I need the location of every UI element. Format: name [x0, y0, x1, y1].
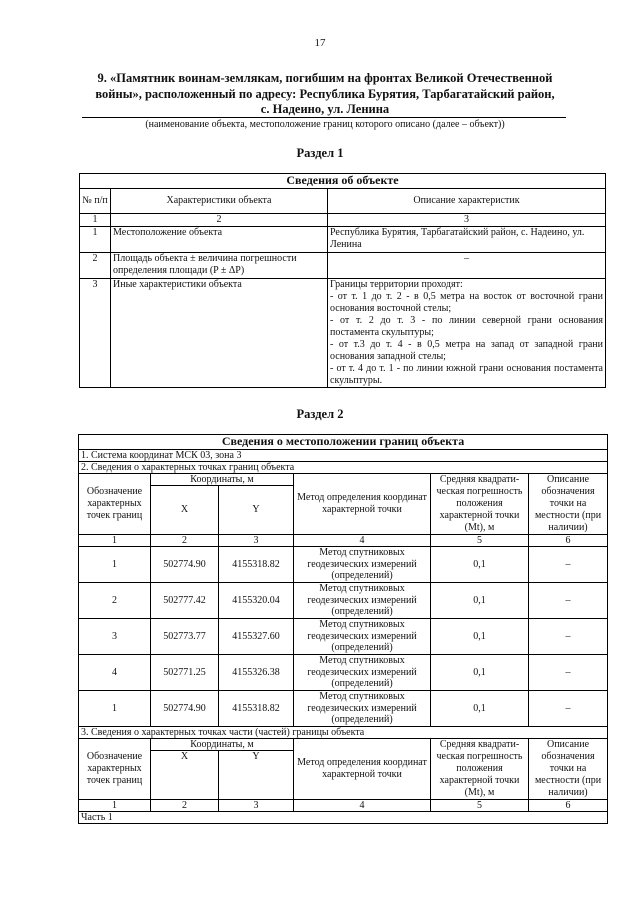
- point-error: 0,1: [431, 547, 529, 583]
- col-number-1: 1: [79, 535, 151, 547]
- col-number-3: 3: [328, 214, 606, 227]
- header-y: Y: [219, 486, 294, 535]
- object-title: [82, 71, 568, 118]
- header-coordinates: Координаты, м: [151, 739, 294, 751]
- point-y: 4155327.60: [219, 619, 294, 655]
- boundary-location-table: [78, 434, 608, 824]
- row-description: Республика Бурятия, Тарбагатайский район, с. Надеино, ул. Ленина: [328, 227, 606, 253]
- header-y: Y: [219, 751, 294, 800]
- row-number: 3: [80, 279, 111, 388]
- points-subheading: 2. Сведения о характерных точках границ объекта: [79, 462, 608, 474]
- point-x: 502774.90: [151, 691, 219, 727]
- desc-line: - от т. 4 до т. 1 - по линии южной грани основания постамента скульптуры.: [330, 363, 603, 386]
- col-number-3: 3: [219, 535, 294, 547]
- col-number-5: 5: [431, 535, 529, 547]
- section1-heading: Раздел 1: [296, 146, 344, 160]
- table-row: [79, 547, 608, 583]
- point-x: 502774.90: [151, 547, 219, 583]
- title-line-3: с. Надеино, ул. Ленина: [260, 102, 390, 116]
- point-method: Метод спутниковых геодезических измерений (определений): [294, 547, 431, 583]
- col-number-6: 6: [529, 535, 608, 547]
- row-characteristic: Иные характеристики объекта: [111, 279, 328, 388]
- point-error: 0,1: [431, 619, 529, 655]
- section1-caption: Сведения об объекте: [80, 174, 606, 189]
- object-info-table: [79, 173, 606, 388]
- point-description: –: [529, 691, 608, 727]
- header-coordinates: Координаты, м: [151, 474, 294, 486]
- desc-line: Границы территории проходят:: [330, 279, 463, 290]
- section2-caption: Сведения о местоположении границ объекта: [79, 435, 608, 450]
- row-description: [328, 279, 606, 388]
- point-x: 502773.77: [151, 619, 219, 655]
- page-number: 17: [314, 37, 326, 49]
- title-line-2: войны», расположенный по адресу: Республика Бурятия, Тарбагатайский район,: [95, 86, 555, 101]
- title-line-1: 9. «Памятник воинам-землякам, погибшим на фронтах Великой Отечественной: [97, 71, 553, 85]
- header-error: Средняя квадрати-ческая погрешность положения характерной точки (Mt), м: [431, 474, 529, 535]
- desc-line: - от т. 2 до т. 3 - по линии северной грани основания постамента скульптуры;: [330, 315, 603, 338]
- col-number-1: 1: [79, 800, 151, 812]
- desc-line: - от т. 1 до т. 2 - в 0,5 метра на восток от восточной грани основания восточной стелы;: [330, 291, 603, 314]
- desc-line: - от т.3 до т. 4 - в 0,5 метра на запад от западной грани основания западной стелы;: [330, 339, 603, 362]
- row-number: 1: [80, 227, 111, 253]
- point-id: 2: [79, 583, 151, 619]
- point-method: Метод спутниковых геодезических измерений (определений): [294, 619, 431, 655]
- point-y: 4155320.04: [219, 583, 294, 619]
- point-description: –: [529, 655, 608, 691]
- point-y: 4155318.82: [219, 691, 294, 727]
- coordinate-system: 1. Система координат МСК 03, зона 3: [79, 450, 608, 462]
- header-x: X: [151, 486, 219, 535]
- point-method: Метод спутниковых геодезических измерений (определений): [294, 691, 431, 727]
- header-point-description: Описание обозначения точки на местности (при наличии): [529, 474, 608, 535]
- col-number-2: 2: [151, 535, 219, 547]
- section2-heading: Раздел 2: [296, 407, 344, 421]
- col-number-2: 2: [151, 800, 219, 812]
- col-number-6: 6: [529, 800, 608, 812]
- col-number-1: 1: [80, 214, 111, 227]
- point-error: 0,1: [431, 691, 529, 727]
- point-id: 4: [79, 655, 151, 691]
- header-designation: Обозначение характерных точек границ: [79, 739, 151, 800]
- row-description: –: [328, 253, 606, 279]
- row-characteristic: Местоположение объекта: [111, 227, 328, 253]
- title-note: (наименование объекта, местоположение границ которого описано (далее – объект)): [145, 119, 505, 130]
- col-number-2: 2: [111, 214, 328, 227]
- point-y: 4155326.38: [219, 655, 294, 691]
- table-row: [79, 691, 608, 727]
- header-error: Средняя квадрати-ческая погрешность положения характерной точки (Mt), м: [431, 739, 529, 800]
- table-row: [79, 619, 608, 655]
- point-error: 0,1: [431, 583, 529, 619]
- col-number-4: 4: [294, 535, 431, 547]
- parts-subheading: 3. Сведения о характерных точках части (частей) границы объекта: [79, 727, 608, 739]
- row-number: 2: [80, 253, 111, 279]
- point-method: Метод спутниковых геодезических измерений (определений): [294, 655, 431, 691]
- header-designation: Обозначение характерных точек границ: [79, 474, 151, 535]
- row-characteristic: Площадь объекта ± величина погрешности определения площади (P ± ΔP): [111, 253, 328, 279]
- col-number-3: 3: [219, 800, 294, 812]
- header-characteristics: Характеристики объекта: [111, 189, 328, 214]
- col-number-4: 4: [294, 800, 431, 812]
- header-method: Метод определения координат характерной точки: [294, 739, 431, 800]
- point-x: 502771.25: [151, 655, 219, 691]
- table-row: [79, 583, 608, 619]
- point-description: –: [529, 619, 608, 655]
- point-id: 3: [79, 619, 151, 655]
- point-id: 1: [79, 547, 151, 583]
- col-number-5: 5: [431, 800, 529, 812]
- point-id: 1: [79, 691, 151, 727]
- header-point-description: Описание обозначения точки на местности (при наличии): [529, 739, 608, 800]
- point-description: –: [529, 547, 608, 583]
- point-x: 502777.42: [151, 583, 219, 619]
- header-x: X: [151, 751, 219, 800]
- header-description: Описание характеристик: [328, 189, 606, 214]
- title-underline: [82, 117, 566, 118]
- point-description: –: [529, 583, 608, 619]
- header-method: Метод определения координат характерной точки: [294, 474, 431, 535]
- header-number: № п/п: [80, 189, 111, 214]
- point-error: 0,1: [431, 655, 529, 691]
- point-y: 4155318.82: [219, 547, 294, 583]
- part-label: Часть 1: [79, 812, 608, 824]
- table-row: [79, 655, 608, 691]
- point-method: Метод спутниковых геодезических измерений (определений): [294, 583, 431, 619]
